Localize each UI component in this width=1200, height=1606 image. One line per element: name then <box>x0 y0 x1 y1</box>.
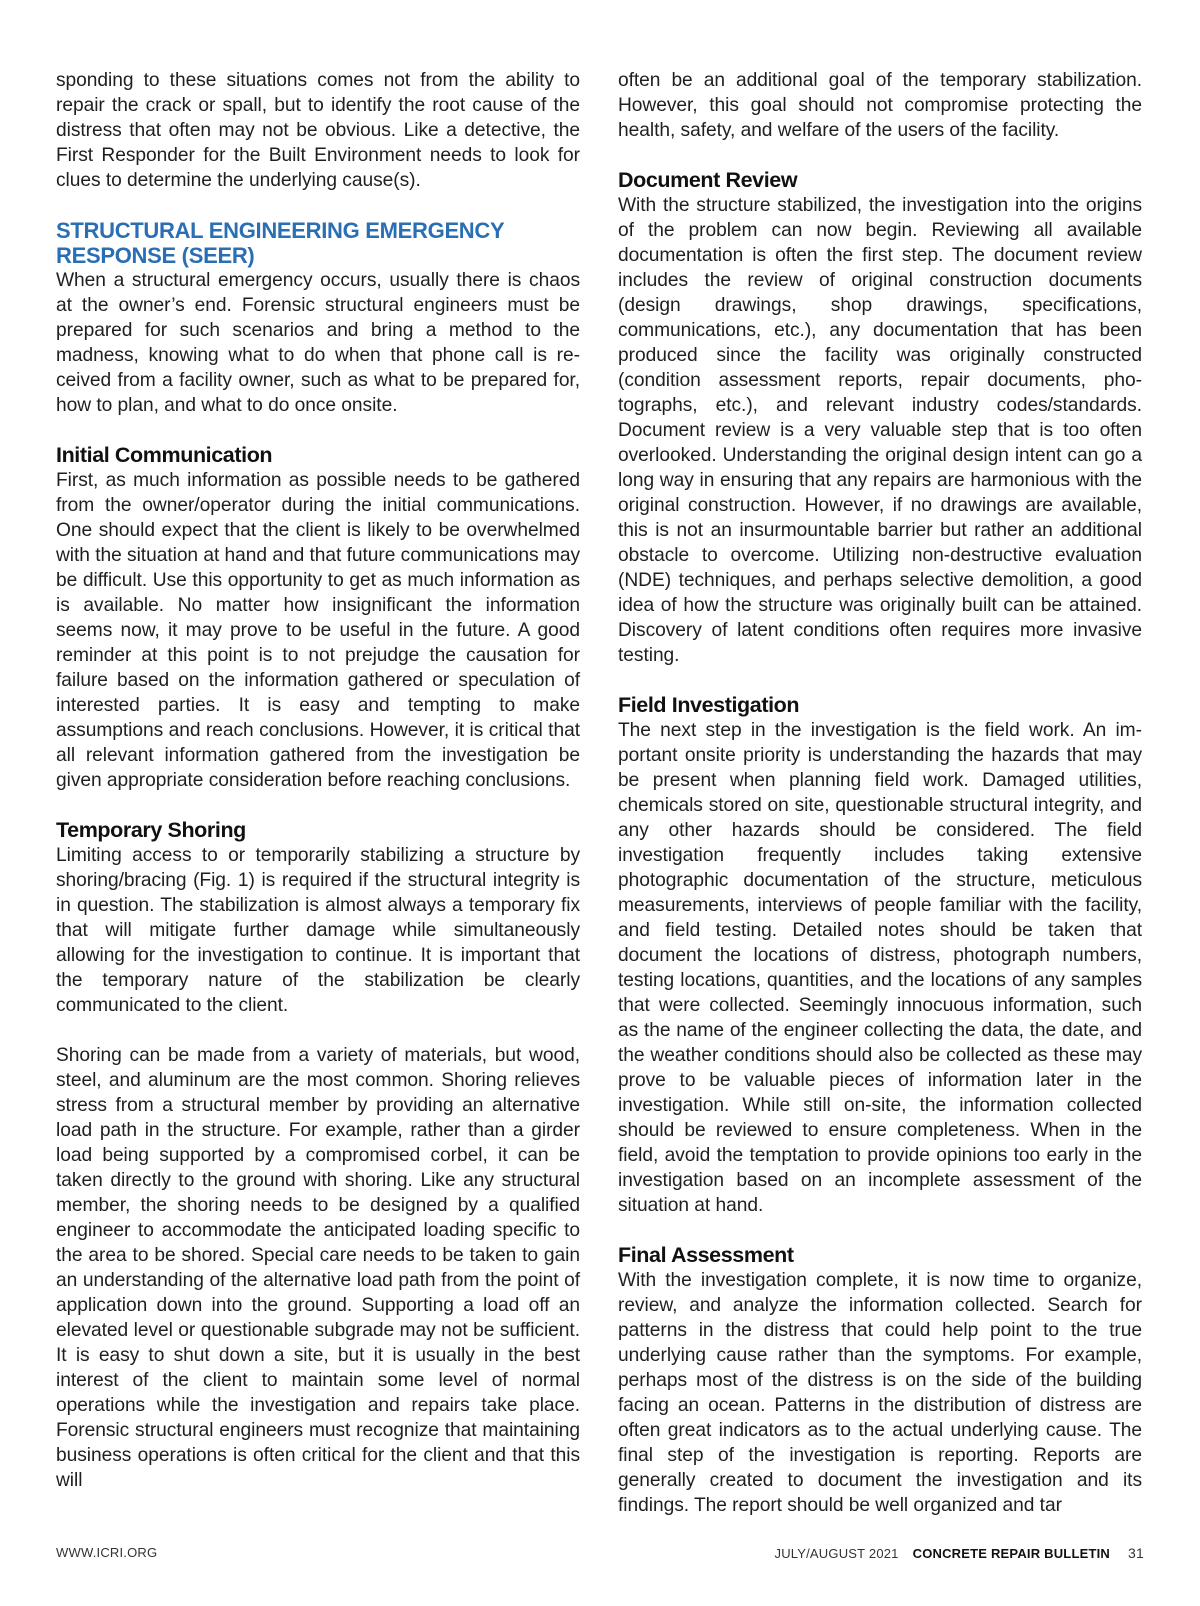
footer-right <box>775 1545 1145 1562</box>
intro-paragraph: sponding to these situations comes not from the ability to repair the crack or spall, but to identify the root cause of the distress that often may not be obvious. Like a detective, the First Responder for the Built Environment needs to look for clues to determine the underlying cause(s). <box>56 70 580 191</box>
right-column <box>618 68 1142 1518</box>
seer-section-heading: STRUCTURAL ENGINEERING EMERGENCY RESPONSE (SEER) <box>56 218 504 268</box>
final-assessment-heading: Final Assessment <box>618 1243 794 1267</box>
temporary-shoring-paragraph-1: Limiting access to or temporarily stabilizing a structure by shoring/bracing (Fig. 1) is required if the structural integrity is in question. The stabilization is almost always a temporary fix that will mitigate further damage while simultaneously allowing for the investigation to continue. It is important that the temporary nature of the stabilization be clearly communicated to the client. <box>56 845 580 1016</box>
spacer <box>618 143 1142 168</box>
footer-publication-name: CONCRETE REPAIR BULLETIN <box>912 1546 1111 1561</box>
left-column <box>56 68 580 1493</box>
spacer <box>618 668 1142 693</box>
spacer <box>56 418 580 443</box>
initial-communication-heading: Initial Communication <box>56 443 273 467</box>
temporary-shoring-paragraph-2: Shoring can be made from a variety of materials, but wood, steel, and aluminum are the most common. Shoring relieves stress from a structural member by providing an alternative load path in the structure. For example, rather than a girder load being supported by a compromised corbel, it can be taken directly to the ground with shoring. Like any structural member, the shoring needs to be designed by a qualified engineer to accommodate the anticipated loading specific to the area to be shored. Special care needs to be taken to gain an understanding of the alternative load path from the point of application down into the ground. Supporting a load off an elevated level or questionable subgrade may not be sufficient. It is easy to shut down a site, but it is usually in the best interest of the client to maintain some level of normal operations while the investigation and repairs take place. Forensic structural engineers must recognize that maintaining business operations is often critical for the client and that this will <box>56 1045 580 1491</box>
spacer <box>618 1218 1142 1243</box>
document-review-heading: Document Review <box>618 168 798 192</box>
final-assessment-paragraph: With the investigation complete, it is now time to organize, review, and analyze the information collected. Search for patterns in the distress that could help point to the true underlying cause rather than the symptoms. For example, perhaps most of the distress is on the side of the building facing an ocean. Patterns in the distribution of distress are often great indicators as to the actual underlying cause. The final step of the investigation is reporting. Reports are generally created to document the investigation and its findings. The report should be well organized and tar <box>618 1270 1142 1516</box>
temporary-shoring-heading: Temporary Shoring <box>56 818 246 842</box>
footer-website[interactable]: WWW.ICRI.ORG <box>56 1545 158 1560</box>
spacer <box>56 193 580 218</box>
document-review-paragraph: With the structure stabilized, the investigation into the origins of the problem can now begin. Reviewing all available documentation is often the first step. The document review includes the review of original construction documents (design drawings, shop drawings, specifications, communications, etc.), any documentation that has been produced since the facility was originally constructed (condition assessment reports, repair documents, photographs, etc.), and relevant industry codes/standards. Document review is a very valuable step that is too often overlooked. Understanding the original design intent can go a long way in ensuring that any repairs are harmonious with the original construction. However, if no drawings are available, this is not an insurmountable barrier but rather an additional obstacle to overcome. Utilizing non-destructive evaluation (NDE) techniques, and perhaps selective demolition, a good idea of how the structure was originally built can be attained. Discovery of latent conditions often requires more invasive testing. <box>618 195 1142 666</box>
seer-paragraph: When a structural emergency occurs, usually there is chaos at the owner’s end. Forensic structural engineers must be prepared for such scenarios and bring a method to the madness, knowing what to do when that phone call is received from a facility owner, such as what to be prepared for, how to plan, and what to do once onsite. <box>56 270 580 416</box>
field-investigation-paragraph: The next step in the investigation is the field work. An important onsite priority is understanding the hazards that may be present when planning field work. Damaged utilities, chemicals stored on site, questionable structural integrity, and any other hazards should be considered. The field investigation frequently includes taking extensive photographic documentation of the structure, meticulous measurements, interviews of people familiar with the facility, and field testing. Detailed notes should be taken that document the locations of distress, photograph numbers, testing locations, quantities, and the locations of any samples that were collected. Seemingly innocuous information, such as the name of the engineer collecting the data, the date, and the weather conditions should also be collected as these may prove to be valuable pieces of information later in the investigation. While still on-site, the information collected should be reviewed to ensure completeness. When in the field, avoid the temptation to provide opinions too early in the investigation based on an incomplete assessment of the situation at hand. <box>618 720 1142 1216</box>
page-number: 31 <box>1128 1545 1144 1561</box>
field-investigation-heading: Field Investigation <box>618 693 800 717</box>
spacer <box>56 1018 580 1043</box>
continued-paragraph: often be an additional goal of the temporary stabilization. However, this goal should not compromise protecting the health, safety, and welfare of the users of the facility. <box>618 70 1142 141</box>
footer-issue-date: JULY/AUGUST 2021 <box>774 1546 899 1561</box>
initial-communication-paragraph: First, as much information as possible needs to be gathered from the owner/operator during the initial communications. One should expect that the client is likely to be overwhelmed with the situation at hand and that future communications may be difficult. Use this opportunity to get as much information as is available. No matter how insignificant the information seems now, it may prove to be useful in the future. A good reminder at this point is to not prejudge the causation for failure based on the information gathered or speculation of interested parties. It is easy and tempting to make assumptions and reach conclusions. However, it is critical that all relevant information gathered from the investigation be given appropriate consideration before reaching conclusions. <box>56 470 580 791</box>
spacer <box>56 793 580 818</box>
